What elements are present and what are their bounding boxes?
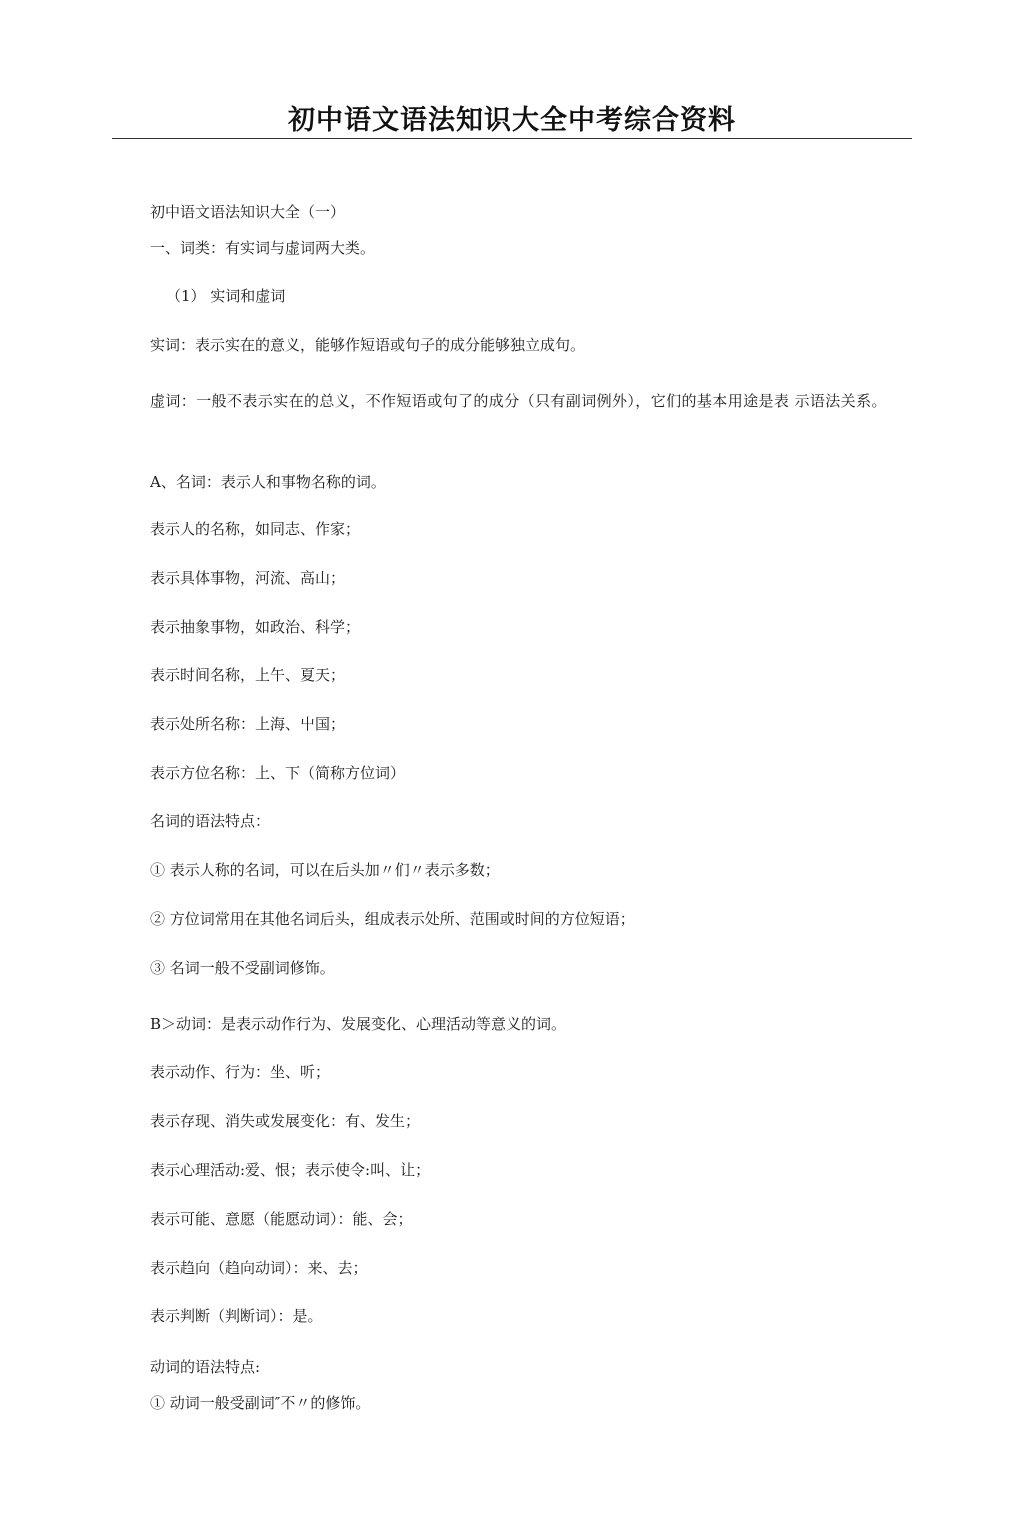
list-item: 表示趋向（趋向动词）：来、去；	[150, 1259, 368, 1277]
document-title: 初中语文语法知识大全中考综合资料	[288, 105, 736, 136]
list-item: 表示抽象事物，如政治、科学；	[150, 618, 361, 636]
list-item: ① 动词一般受副词″不〃的修饰。	[150, 1394, 371, 1412]
word-class-intro: 一、词类：有实词与虚词两大类。	[150, 239, 376, 257]
function-word-definition: 虚词：一般不表示实在的总义，不作短语或句了的成分（只有副词例外），它们的基本用途是表 示语法关系。	[150, 392, 887, 410]
list-item: 表示判断（判断词）：是。	[150, 1307, 323, 1325]
list-item: 表示具体事物，河流、高山；	[150, 569, 346, 587]
noun-heading: A、名词：表示人和事物名称的词。	[150, 473, 386, 491]
list-item: 表示方位名称：上、下（简称方位词）	[150, 764, 406, 782]
list-item: ② 方位词常用在其他名词后头，组成表示处所、范围或时间的方位短语；	[150, 910, 635, 928]
list-item: 表示存现、消失或发展变化：有、发生；	[150, 1112, 421, 1130]
list-item: ③ 名词一般不受副词修饰。	[150, 959, 335, 977]
noun-features-heading: 名词的语法特点：	[150, 812, 271, 830]
list-item: 表示处所名称：上海、屮国；	[150, 715, 346, 733]
list-item: 表示人的名称，如同志、作家；	[150, 520, 361, 538]
list-item: ① 表示人称的名词，可以在后头加〃们〃表示多数；	[150, 861, 500, 879]
content-word-definition: 实词：表示实在的意义，能够作短语或句子的成分能够独立成句。	[150, 336, 586, 354]
list-item: 表示时间名称，上午、夏天；	[150, 666, 346, 684]
list-item: 表示心理活动:爱、恨；表示使令:叫、让；	[150, 1161, 431, 1179]
verb-features-heading: 动词的语法特点:	[150, 1358, 261, 1376]
title-underline	[112, 138, 912, 139]
section-heading: 初中语文语法知识大全（一）	[150, 203, 346, 221]
list-item: 表示可能、意愿（能愿动词）：能、会；	[150, 1210, 413, 1228]
verb-heading: B＞动词：是表示动作行为、发展变化、心理活动等意义的词。	[150, 1015, 567, 1033]
subsection-heading: （1） 实词和虚词	[166, 287, 286, 305]
list-item: 表示动作、行为：坐、听；	[150, 1063, 331, 1081]
